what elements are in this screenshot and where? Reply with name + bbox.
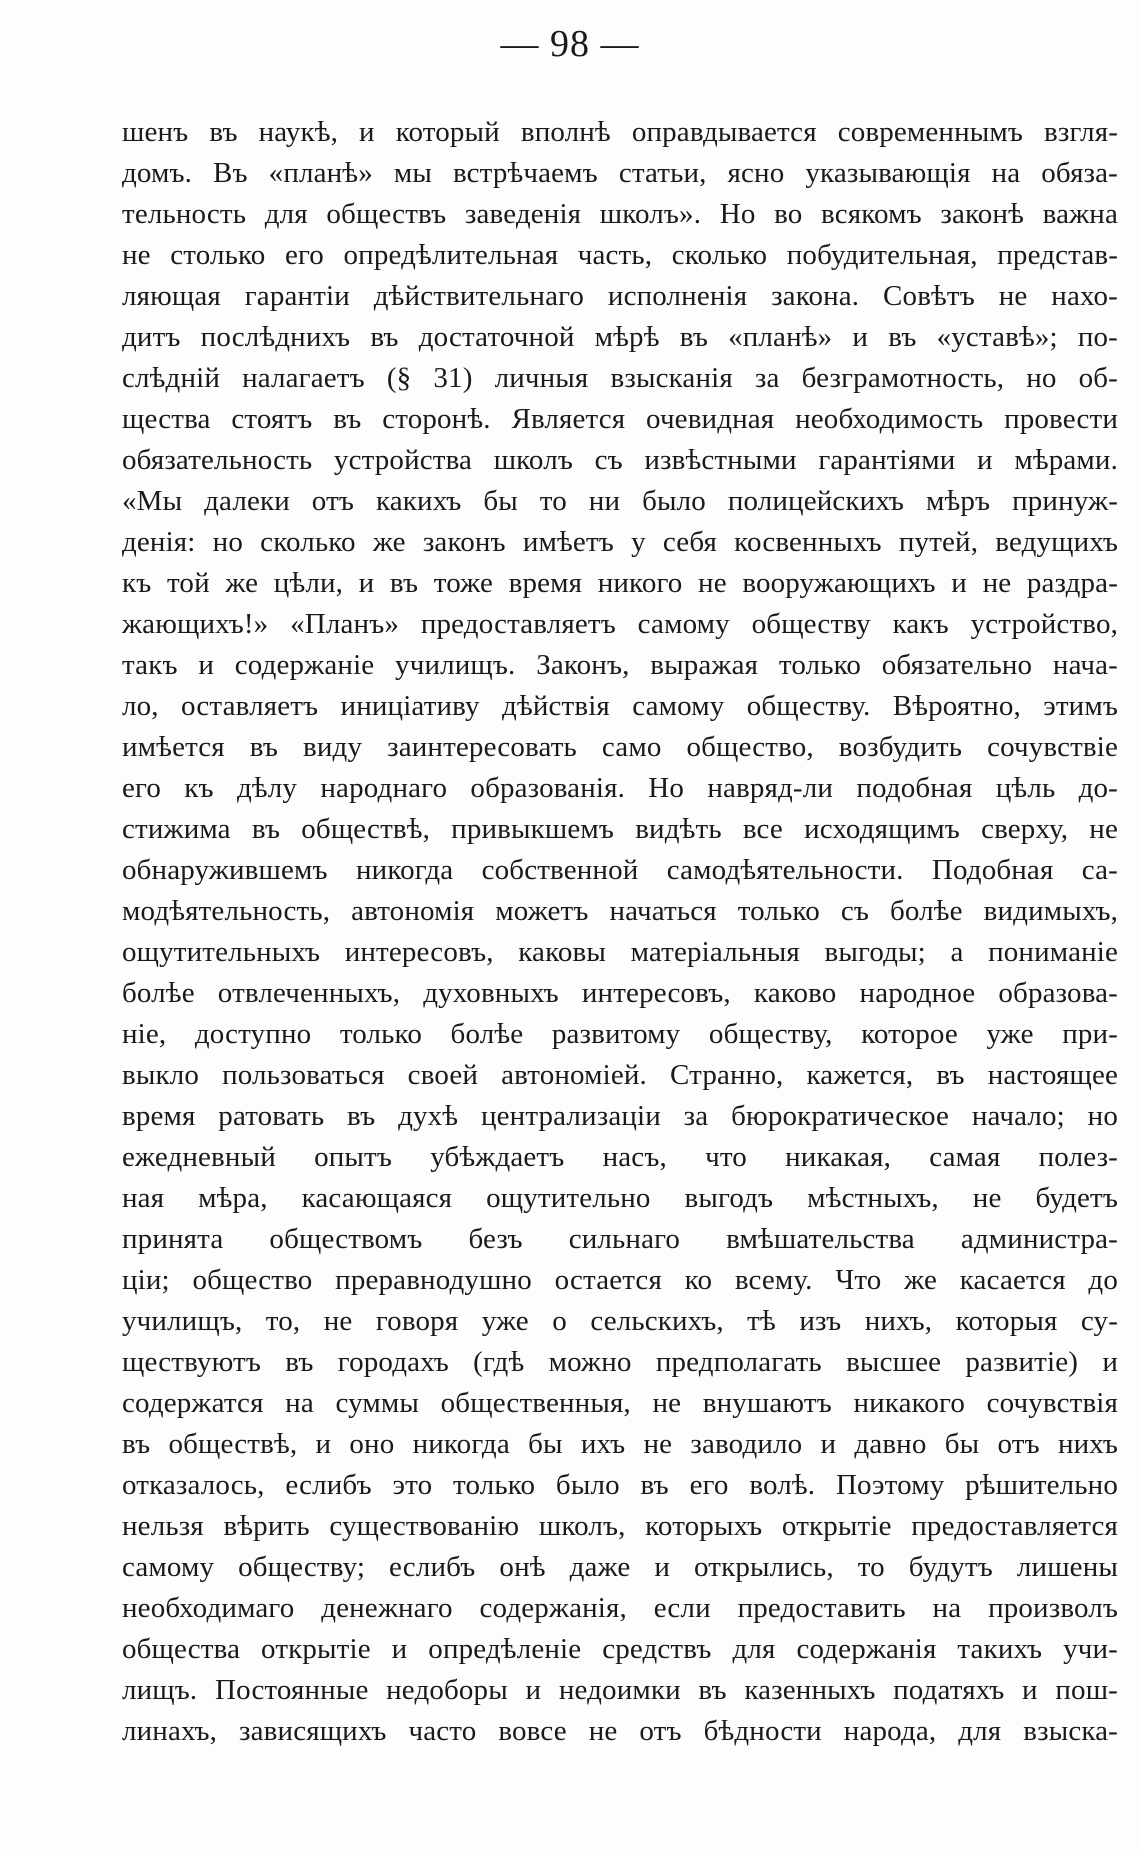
text-line: «Мы далеки отъ какихъ бы то ни было полицейскихъ мѣръ принуж- <box>122 485 1118 517</box>
text-line: домъ. Въ «планѣ» мы встрѣчаемъ статьи, ясно указывающія на обяза- <box>122 157 1118 189</box>
text-line: ляющая гарантіи дѣйствительнаго исполненія закона. Совѣтъ не нахо- <box>122 280 1118 312</box>
text-line: обнаружившемъ никогда собственной самодѣятельности. Подобная са- <box>122 854 1118 886</box>
text-line: общества открытіе и опредѣленіе средствъ для содержанія такихъ учи- <box>122 1633 1118 1665</box>
page-number: — 98 — <box>500 23 640 65</box>
text-line: принята обществомъ безъ сильнаго вмѣшательства администра- <box>122 1223 1118 1255</box>
text-line: шенъ въ наукѣ, и который вполнѣ оправдывается современнымъ взгля- <box>122 116 1118 148</box>
text-line: ніе, доступно только болѣе развитому обществу, которое уже при- <box>122 1018 1118 1050</box>
text-line: не столько его опредѣлительная часть, сколько побудительная, представ- <box>122 239 1118 271</box>
text-line: болѣе отвлеченныхъ, духовныхъ интересовъ, каково народное образова- <box>122 977 1118 1009</box>
text-line: самому обществу; еслибъ онѣ даже и открылись, то будутъ лишены <box>122 1551 1118 1583</box>
text-line: лищъ. Постоянные недоборы и недоимки въ казенныхъ податяхъ и пош- <box>122 1674 1118 1706</box>
body-text <box>122 112 1118 1752</box>
text-line: имѣется въ виду заинтересовать само общество, возбудить сочувствіе <box>122 731 1118 763</box>
text-line: такъ и содержаніе училищъ. Законъ, выражая только обязательно нача- <box>122 649 1118 681</box>
text-line: щества стоятъ въ сторонѣ. Является очевидная необходимость провести <box>122 403 1118 435</box>
text-line: дитъ послѣднихъ въ достаточной мѣрѣ въ «планѣ» и въ «уставѣ»; по- <box>122 321 1118 353</box>
text-line: время ратовать въ духѣ централизаціи за бюрократическое начало; но <box>122 1100 1118 1132</box>
text-line: модѣятельность, автономія можетъ начаться только съ болѣе видимыхъ, <box>122 895 1118 927</box>
text-line: ная мѣра, касающаяся ощутительно выгодъ мѣстныхъ, не будетъ <box>122 1182 1118 1214</box>
text-line: нельзя вѣрить существованію школъ, которыхъ открытіе предоставляется <box>122 1510 1118 1542</box>
text-line: въ обществѣ, и оно никогда бы ихъ не заводило и давно бы отъ нихъ <box>122 1428 1118 1460</box>
text-line: жающихъ!» «Планъ» предоставляетъ самому обществу какъ устройство, <box>122 608 1118 640</box>
text-line: необходимаго денежнаго содержанія, если предоставить на произволъ <box>122 1592 1118 1624</box>
text-line: его къ дѣлу народнаго образованія. Но навряд-ли подобная цѣль до- <box>122 772 1118 804</box>
text-line: содержатся на суммы общественныя, не внушаютъ никакого сочувствія <box>122 1387 1118 1419</box>
text-line: ежедневный опытъ убѣждаетъ насъ, что никакая, самая полез- <box>122 1141 1118 1173</box>
text-line: ществуютъ въ городахъ (гдѣ можно предполагать высшее развитіе) и <box>122 1346 1118 1378</box>
text-line: денія: но сколько же законъ имѣетъ у себя косвенныхъ путей, ведущихъ <box>122 526 1118 558</box>
text-line: ощутительныхъ интересовъ, каковы матеріальныя выгоды; а пониманіе <box>122 936 1118 968</box>
text-line: стижима въ обществѣ, привыкшемъ видѣть все исходящимъ сверху, не <box>122 813 1118 845</box>
text-line: обязательность устройства школъ съ извѣстными гарантіями и мѣрами. <box>122 444 1118 476</box>
text-line: линахъ, зависящихъ часто вовсе не отъ бѣдности народа, для взыска- <box>122 1715 1118 1747</box>
text-line: къ той же цѣли, и въ тоже время никого не вооружающихъ и не раздра- <box>122 567 1118 599</box>
text-line: тельность для обществъ заведенія школъ». Но во всякомъ законѣ важна <box>122 198 1118 230</box>
text-line: ціи; общество преравнодушно остается ко всему. Что же касается до <box>122 1264 1118 1296</box>
text-line: выкло пользоваться своей автономіей. Странно, кажется, въ настоящее <box>122 1059 1118 1091</box>
text-line: слѣдній налагаетъ (§ 31) личныя взысканія за безграмотность, но об- <box>122 362 1118 394</box>
text-line: училищъ, то, не говоря уже о сельскихъ, тѣ изъ нихъ, которыя су- <box>122 1305 1118 1337</box>
text-line: отказалось, еслибъ это только было въ его волѣ. Поэтому рѣшительно <box>122 1469 1118 1501</box>
text-line: ло, оставляетъ иниціативу дѣйствія самому обществу. Вѣроятно, этимъ <box>122 690 1118 722</box>
